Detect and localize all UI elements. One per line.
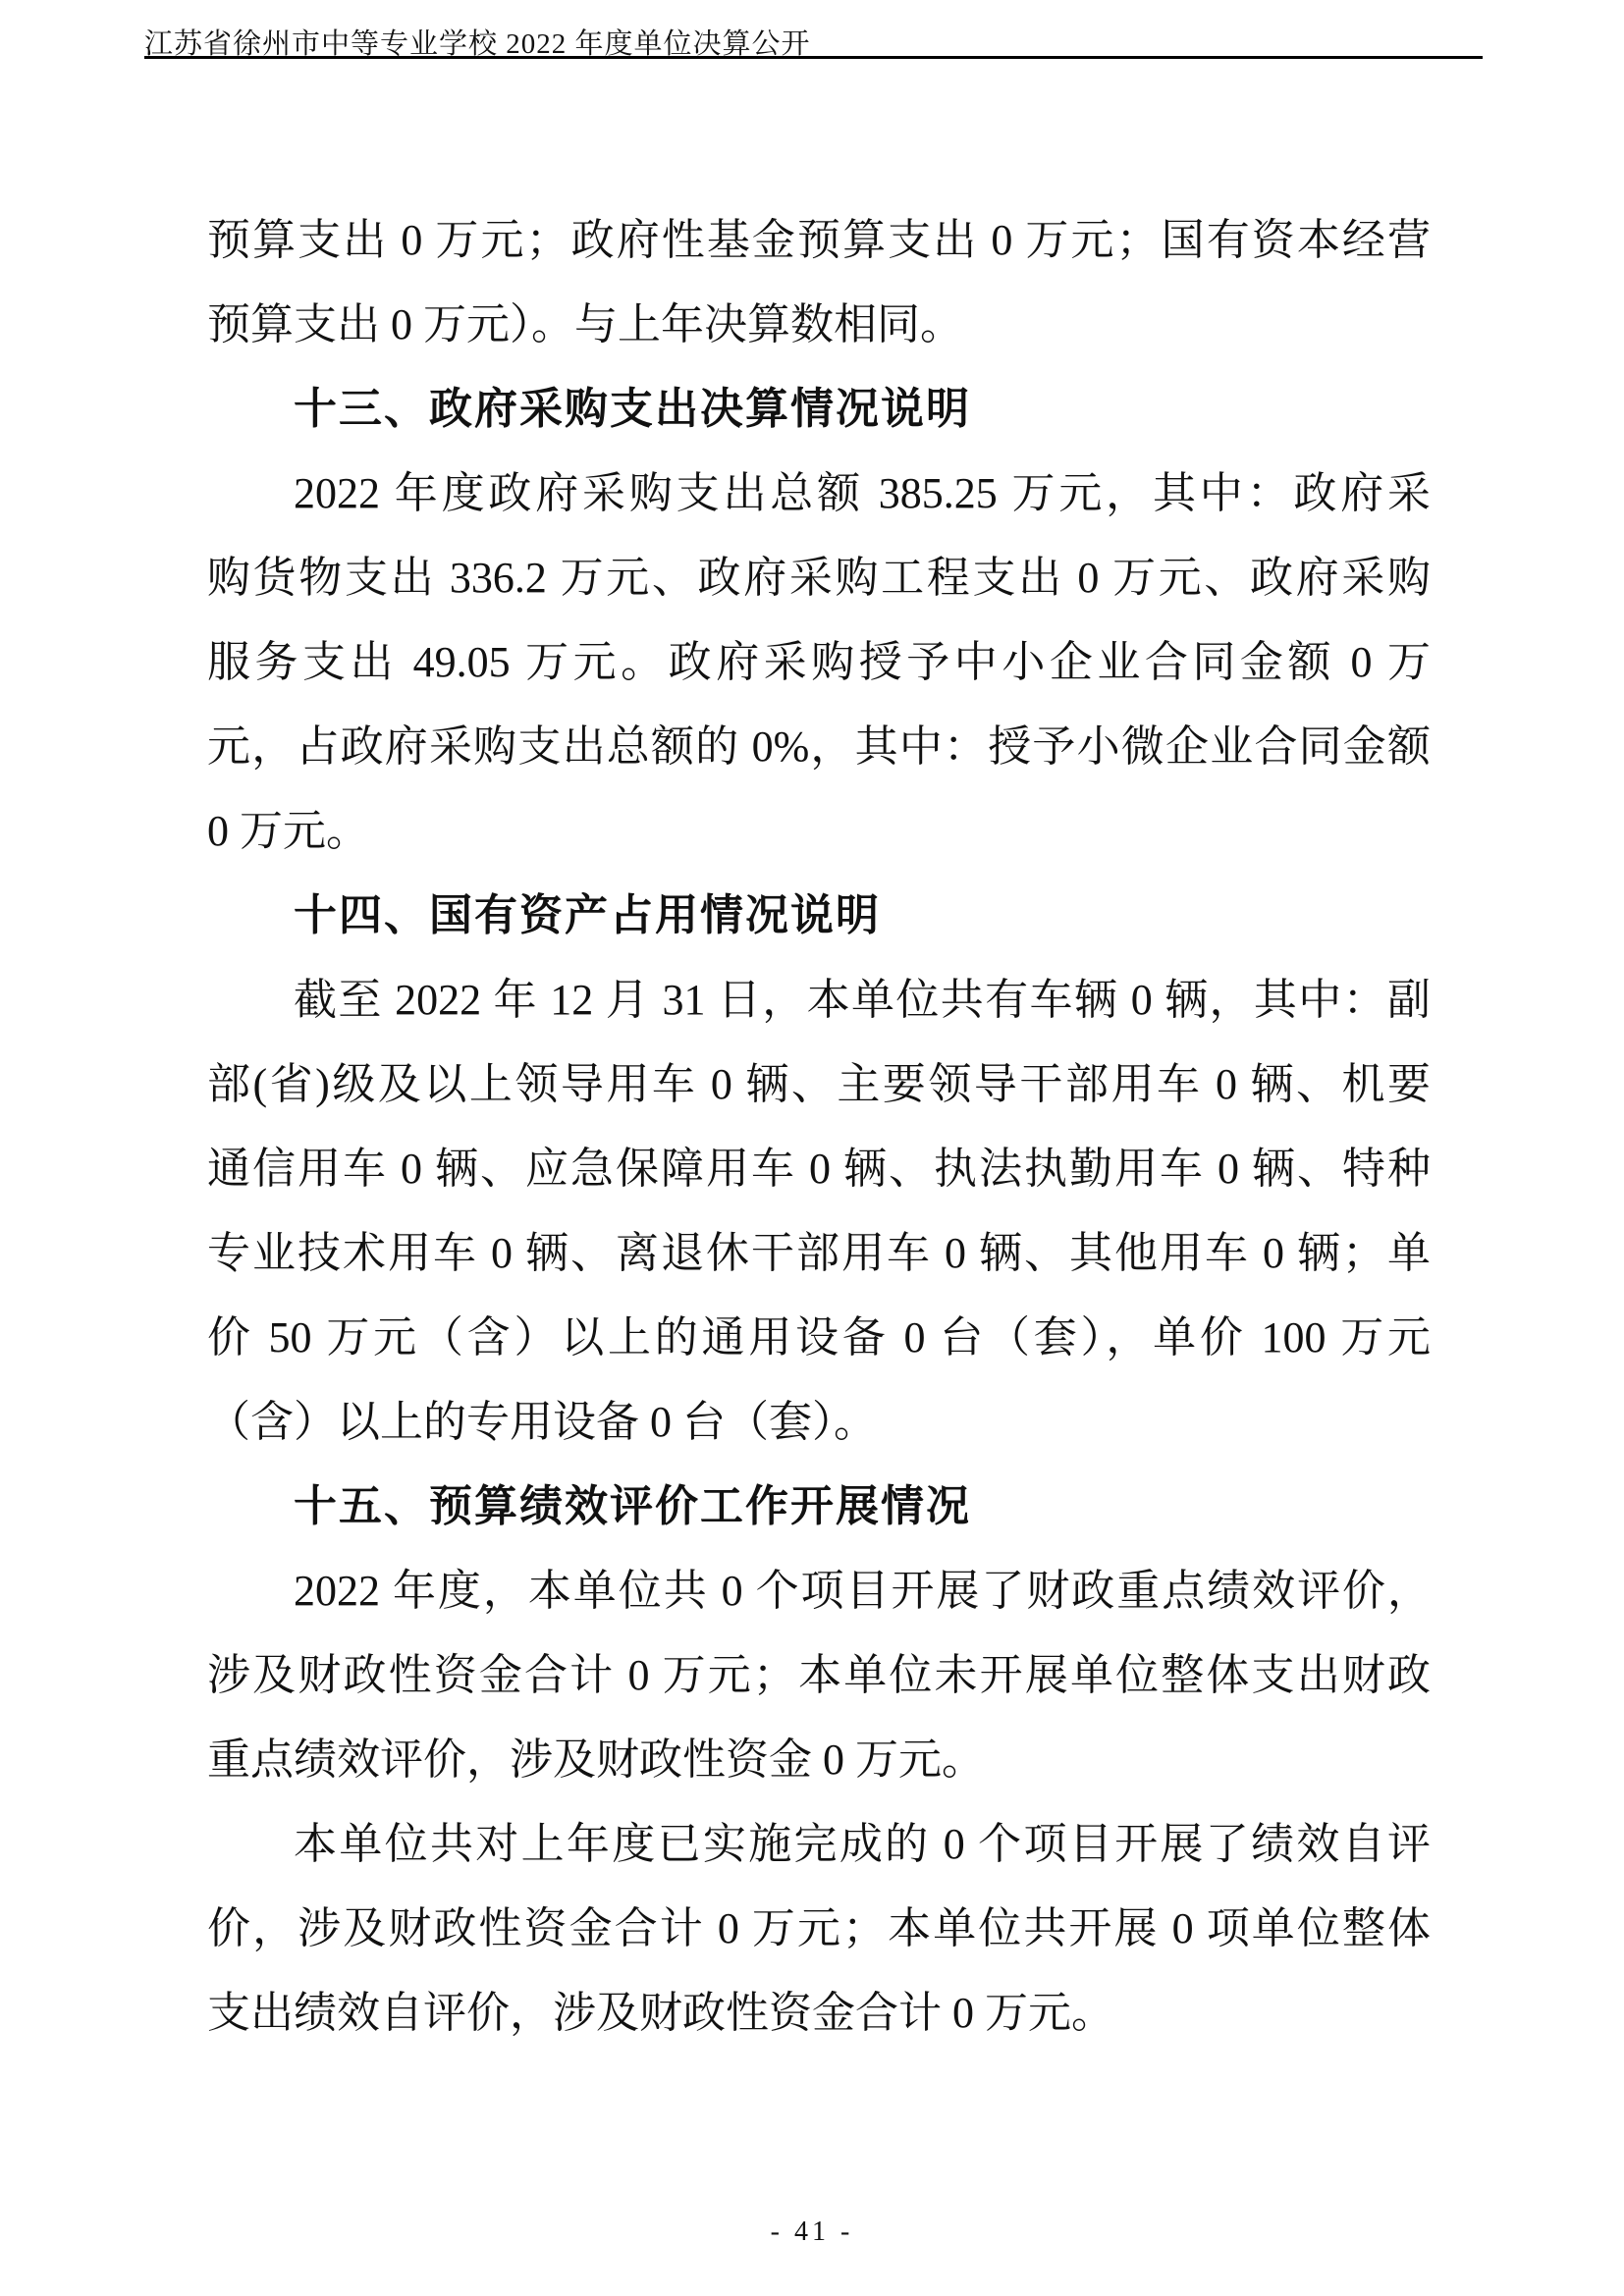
- section-heading: 十五、预算绩效评价工作开展情况: [294, 1482, 971, 1530]
- document-line: 服务支出 49.05 万元。政府采购授予中小企业合同金额 0 万: [207, 638, 1431, 686]
- document-line: 截至 2022 年 12 月 31 日，本单位共有车辆 0 辆，其中：副: [294, 976, 1431, 1024]
- section-heading: 十四、国有资产占用情况说明: [294, 891, 881, 939]
- document-line: 预算支出 0 万元；政府性基金预算支出 0 万元；国有资本经营: [207, 216, 1431, 264]
- document-line: 涉及财政性资金合计 0 万元；本单位未开展单位整体支出财政: [207, 1651, 1431, 1699]
- document-line: 本单位共对上年度已实施完成的 0 个项目开展了绩效自评: [294, 1820, 1431, 1868]
- document-line: 2022 年度，本单位共 0 个项目开展了财政重点绩效评价，: [294, 1567, 1431, 1615]
- document-line: （含）以上的专用设备 0 台（套）。: [207, 1398, 877, 1446]
- document-line: 2022 年度政府采购支出总额 385.25 万元，其中：政府采: [294, 469, 1431, 517]
- document-line: 0 万元。: [207, 807, 369, 855]
- document-line: 价 50 万元（含）以上的通用设备 0 台（套），单价 100 万元: [207, 1313, 1431, 1362]
- document-line: 专业技术用车 0 辆、离退休干部用车 0 辆、其他用车 0 辆；单: [207, 1229, 1431, 1277]
- document-line: 购货物支出 336.2 万元、政府采购工程支出 0 万元、政府采购: [207, 554, 1431, 602]
- header-rule: [144, 56, 1483, 59]
- header-title: 江苏省徐州市中等专业学校 2022 年度单位决算公开: [144, 28, 811, 60]
- section-heading: 十三、政府采购支出决算情况说明: [294, 385, 971, 433]
- document-line: 部(省)级及以上领导用车 0 辆、主要领导干部用车 0 辆、机要: [207, 1060, 1431, 1108]
- document-line: 重点绩效评价，涉及财政性资金 0 万元。: [207, 1735, 985, 1784]
- document-line: 预算支出 0 万元）。与上年决算数相同。: [207, 300, 963, 348]
- document-line: 支出绩效自评价，涉及财政性资金合计 0 万元。: [207, 1989, 1114, 2037]
- document-line: 元，占政府采购支出总额的 0%，其中：授予小微企业合同金额: [207, 722, 1431, 771]
- document-body: [207, 198, 1431, 2056]
- page-number: - 41 -: [770, 2216, 854, 2247]
- document-line: 价，涉及财政性资金合计 0 万元；本单位共开展 0 项单位整体: [207, 1904, 1431, 1952]
- document-line: 通信用车 0 辆、应急保障用车 0 辆、执法执勤用车 0 辆、特种: [207, 1145, 1431, 1193]
